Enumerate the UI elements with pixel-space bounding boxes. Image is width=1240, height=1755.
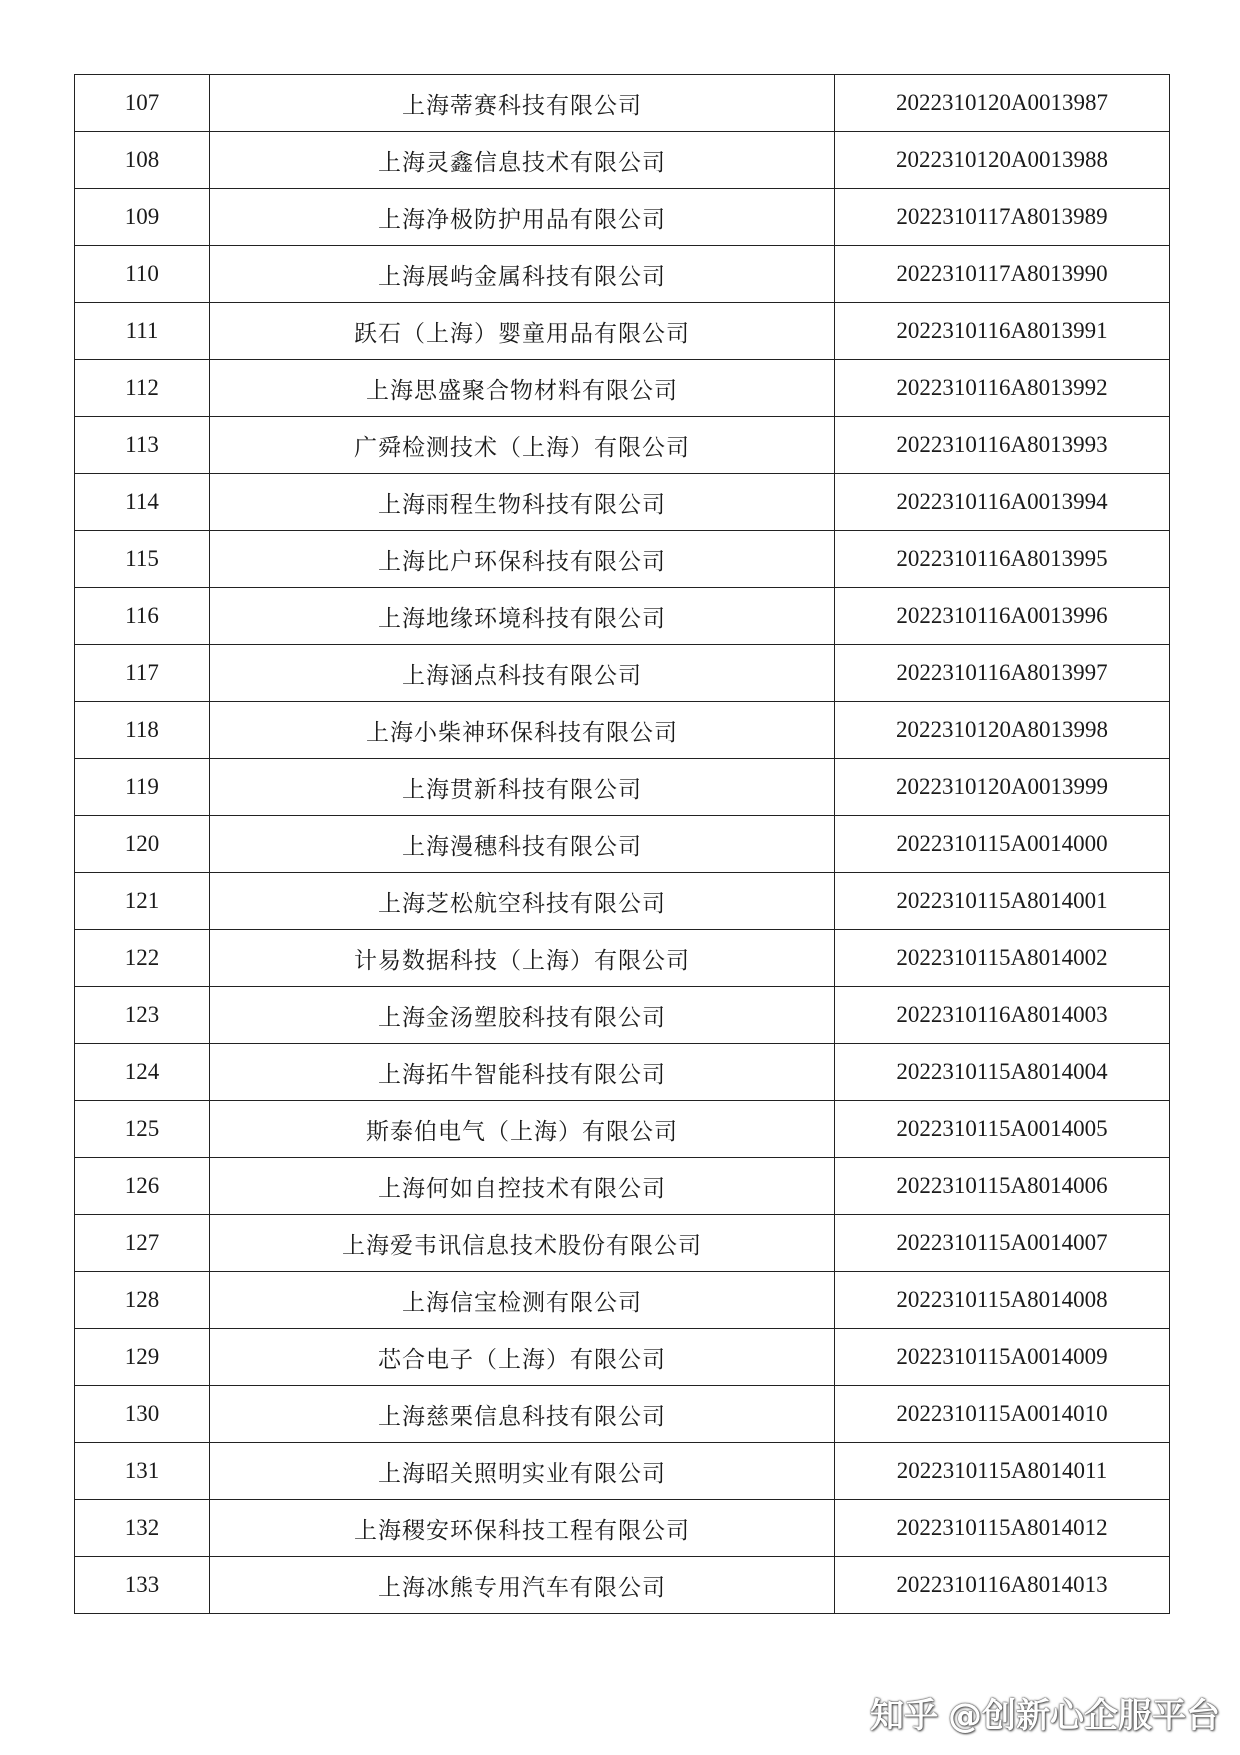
company-name: 上海慈栗信息科技有限公司 <box>210 1386 835 1443</box>
row-number: 125 <box>75 1101 210 1158</box>
row-number: 111 <box>75 303 210 360</box>
registration-code: 2022310120A8013998 <box>835 702 1170 759</box>
company-name: 芯合电子（上海）有限公司 <box>210 1329 835 1386</box>
registration-code: 2022310116A8013991 <box>835 303 1170 360</box>
company-name: 上海灵鑫信息技术有限公司 <box>210 132 835 189</box>
registration-code: 2022310115A8014002 <box>835 930 1170 987</box>
company-name: 上海思盛聚合物材料有限公司 <box>210 360 835 417</box>
table-row <box>75 816 1170 873</box>
table-row <box>75 1500 1170 1557</box>
table-row <box>75 759 1170 816</box>
registration-code: 2022310115A8014008 <box>835 1272 1170 1329</box>
registration-code: 2022310116A8014003 <box>835 987 1170 1044</box>
company-name: 计易数据科技（上海）有限公司 <box>210 930 835 987</box>
company-list-table <box>74 74 1170 1614</box>
company-name: 上海雨程生物科技有限公司 <box>210 474 835 531</box>
registration-code: 2022310115A0014000 <box>835 816 1170 873</box>
table-row <box>75 1215 1170 1272</box>
table-row <box>75 702 1170 759</box>
table-row <box>75 1044 1170 1101</box>
row-number: 119 <box>75 759 210 816</box>
row-number: 108 <box>75 132 210 189</box>
registration-code: 2022310116A8014013 <box>835 1557 1170 1614</box>
table-row <box>75 303 1170 360</box>
watermark <box>870 1688 1220 1737</box>
row-number: 121 <box>75 873 210 930</box>
company-name: 上海金汤塑胶科技有限公司 <box>210 987 835 1044</box>
company-name: 上海小柴神环保科技有限公司 <box>210 702 835 759</box>
registration-code: 2022310116A8013993 <box>835 417 1170 474</box>
table-row <box>75 246 1170 303</box>
company-name: 上海芝松航空科技有限公司 <box>210 873 835 930</box>
row-number: 112 <box>75 360 210 417</box>
company-name: 上海地缘环境科技有限公司 <box>210 588 835 645</box>
registration-code: 2022310117A8013990 <box>835 246 1170 303</box>
row-number: 133 <box>75 1557 210 1614</box>
row-number: 118 <box>75 702 210 759</box>
company-name: 上海净极防护用品有限公司 <box>210 189 835 246</box>
watermark-platform: 知乎 <box>870 1696 938 1736</box>
table-row <box>75 588 1170 645</box>
table-row <box>75 417 1170 474</box>
registration-code: 2022310115A0014005 <box>835 1101 1170 1158</box>
row-number: 115 <box>75 531 210 588</box>
table-row <box>75 531 1170 588</box>
row-number: 120 <box>75 816 210 873</box>
row-number: 117 <box>75 645 210 702</box>
registration-code: 2022310115A8014012 <box>835 1500 1170 1557</box>
table-row <box>75 1386 1170 1443</box>
row-number: 132 <box>75 1500 210 1557</box>
table-body <box>75 75 1170 1614</box>
table-row <box>75 1329 1170 1386</box>
table-row <box>75 1101 1170 1158</box>
row-number: 129 <box>75 1329 210 1386</box>
company-name: 上海信宝检测有限公司 <box>210 1272 835 1329</box>
table-row <box>75 1158 1170 1215</box>
table-row <box>75 75 1170 132</box>
registration-code: 2022310115A8014011 <box>835 1443 1170 1500</box>
row-number: 127 <box>75 1215 210 1272</box>
company-name: 广舜检测技术（上海）有限公司 <box>210 417 835 474</box>
company-name: 上海爱韦讯信息技术股份有限公司 <box>210 1215 835 1272</box>
table-row <box>75 987 1170 1044</box>
registration-code: 2022310120A0013988 <box>835 132 1170 189</box>
registration-code: 2022310115A8014001 <box>835 873 1170 930</box>
registration-code: 2022310115A0014009 <box>835 1329 1170 1386</box>
company-name: 上海涵点科技有限公司 <box>210 645 835 702</box>
company-name: 上海蒂赛科技有限公司 <box>210 75 835 132</box>
registration-code: 2022310116A8013997 <box>835 645 1170 702</box>
row-number: 122 <box>75 930 210 987</box>
table-row <box>75 873 1170 930</box>
row-number: 126 <box>75 1158 210 1215</box>
row-number: 128 <box>75 1272 210 1329</box>
company-name: 上海昭关照明实业有限公司 <box>210 1443 835 1500</box>
table-row <box>75 1557 1170 1614</box>
row-number: 123 <box>75 987 210 1044</box>
row-number: 109 <box>75 189 210 246</box>
table-row <box>75 1443 1170 1500</box>
table-row <box>75 132 1170 189</box>
table-row <box>75 189 1170 246</box>
registration-code: 2022310120A0013987 <box>835 75 1170 132</box>
registration-code: 2022310115A8014006 <box>835 1158 1170 1215</box>
company-name: 上海贯新科技有限公司 <box>210 759 835 816</box>
company-name: 上海比户环保科技有限公司 <box>210 531 835 588</box>
row-number: 107 <box>75 75 210 132</box>
company-name: 上海展屿金属科技有限公司 <box>210 246 835 303</box>
table-row <box>75 645 1170 702</box>
registration-code: 2022310115A0014007 <box>835 1215 1170 1272</box>
row-number: 113 <box>75 417 210 474</box>
company-name: 上海何如自控技术有限公司 <box>210 1158 835 1215</box>
row-number: 131 <box>75 1443 210 1500</box>
row-number: 130 <box>75 1386 210 1443</box>
registration-code: 2022310116A8013995 <box>835 531 1170 588</box>
company-name: 上海稷安环保科技工程有限公司 <box>210 1500 835 1557</box>
registration-code: 2022310120A0013999 <box>835 759 1170 816</box>
table-row <box>75 1272 1170 1329</box>
registration-code: 2022310116A0013994 <box>835 474 1170 531</box>
table-row <box>75 360 1170 417</box>
row-number: 116 <box>75 588 210 645</box>
row-number: 110 <box>75 246 210 303</box>
company-name: 跃石（上海）婴童用品有限公司 <box>210 303 835 360</box>
row-number: 124 <box>75 1044 210 1101</box>
registration-code: 2022310116A0013996 <box>835 588 1170 645</box>
registration-code: 2022310115A0014010 <box>835 1386 1170 1443</box>
table-row <box>75 474 1170 531</box>
registration-code: 2022310115A8014004 <box>835 1044 1170 1101</box>
company-name: 上海漫穗科技有限公司 <box>210 816 835 873</box>
company-name: 上海拓牛智能科技有限公司 <box>210 1044 835 1101</box>
row-number: 114 <box>75 474 210 531</box>
company-name: 上海冰熊专用汽车有限公司 <box>210 1557 835 1614</box>
company-name: 斯泰伯电气（上海）有限公司 <box>210 1101 835 1158</box>
watermark-author: @创新心企服平台 <box>948 1696 1220 1736</box>
table-row <box>75 930 1170 987</box>
registration-code: 2022310116A8013992 <box>835 360 1170 417</box>
registration-code: 2022310117A8013989 <box>835 189 1170 246</box>
